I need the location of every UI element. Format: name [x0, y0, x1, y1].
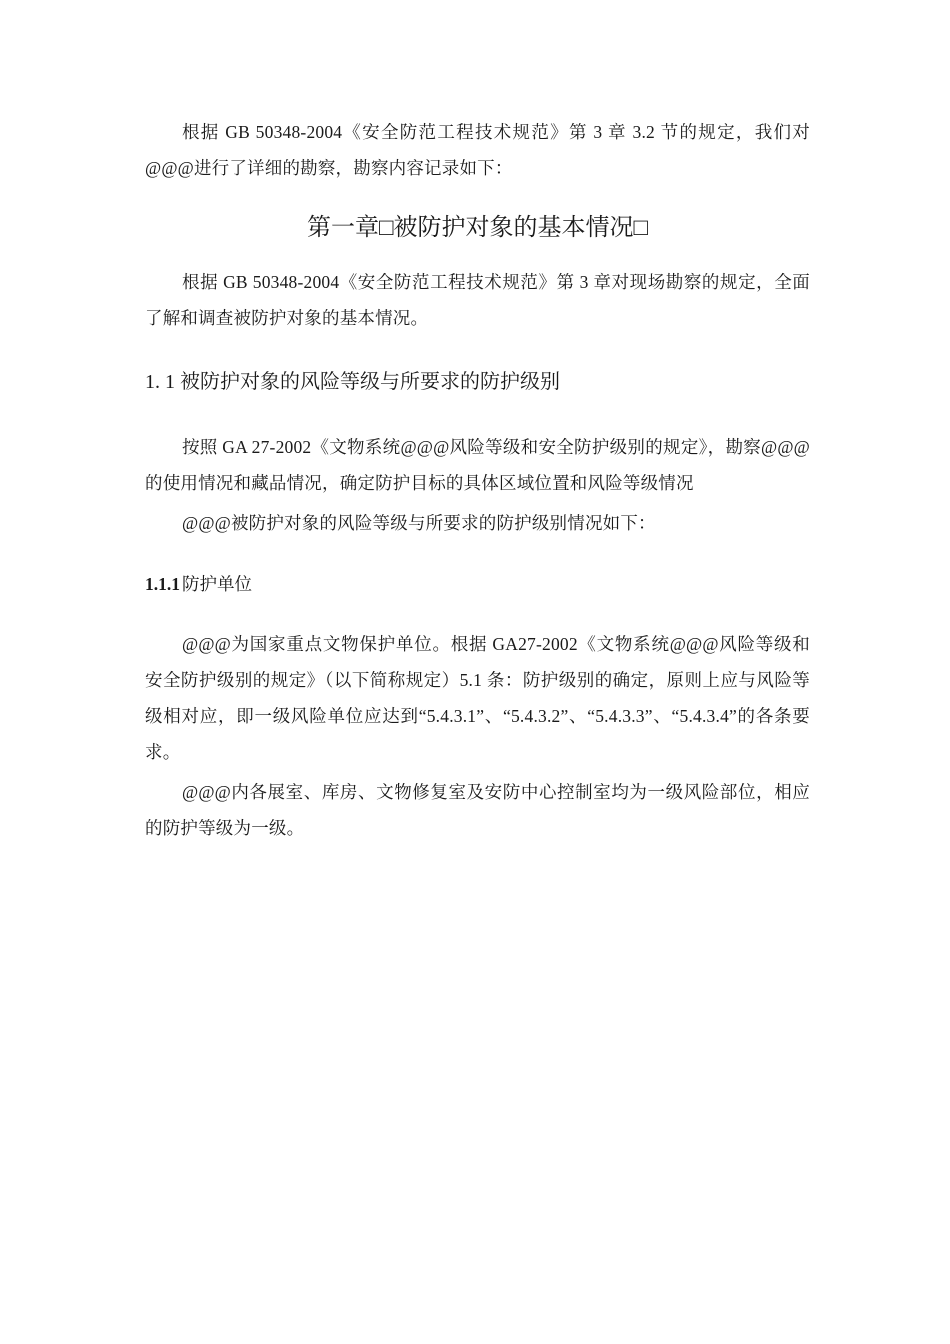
- intro-paragraph: 根据 GB 50348-2004《安全防范工程技术规范》第 3 章 3.2 节的规定，我们对@@@进行了详细的勘察，勘察内容记录如下：: [145, 122, 810, 178]
- section-paragraph-1: 按照 GA 27-2002《文物系统@@@风险等级和安全防护级别的规定》，勘察@@@的使用情况和藏品情况，确定防护目标的具体区域位置和风险等级情况: [145, 437, 810, 493]
- subsection-title: 防护单位: [182, 574, 252, 594]
- subsection-heading: [145, 566, 252, 602]
- subsection-paragraph-1: @@@为国家重点文物保护单位。根据 GA27-2002《文物系统@@@风险等级和安全防护级别的规定》（以下简称规定）5.1 条：防护级别的确定，原则上应与风险等级相对应，即一级风险单位应达到“5.4.3.1”、“5.4.3.2”、“5.4.3.3”、“5.4.3.4”的各条要求。: [145, 634, 810, 762]
- subsection-number: 1.1.1: [145, 574, 180, 594]
- chapter-title: 第一章□被防护对象的基本情况□: [307, 215, 648, 241]
- section-paragraph-2: @@@被防护对象的风险等级与所要求的防护级别情况如下：: [182, 513, 656, 533]
- chapter-intro-paragraph: 根据 GB 50348-2004《安全防范工程技术规范》第 3 章对现场勘察的规定，全面了解和调查被防护对象的基本情况。: [145, 272, 810, 328]
- subsection-paragraph-2: @@@内各展室、库房、文物修复室及安防中心控制室均为一级风险部位，相应的防护等级为一级。: [145, 782, 810, 838]
- section-title: 1. 1 被防护对象的风险等级与所要求的防护级别: [145, 371, 560, 393]
